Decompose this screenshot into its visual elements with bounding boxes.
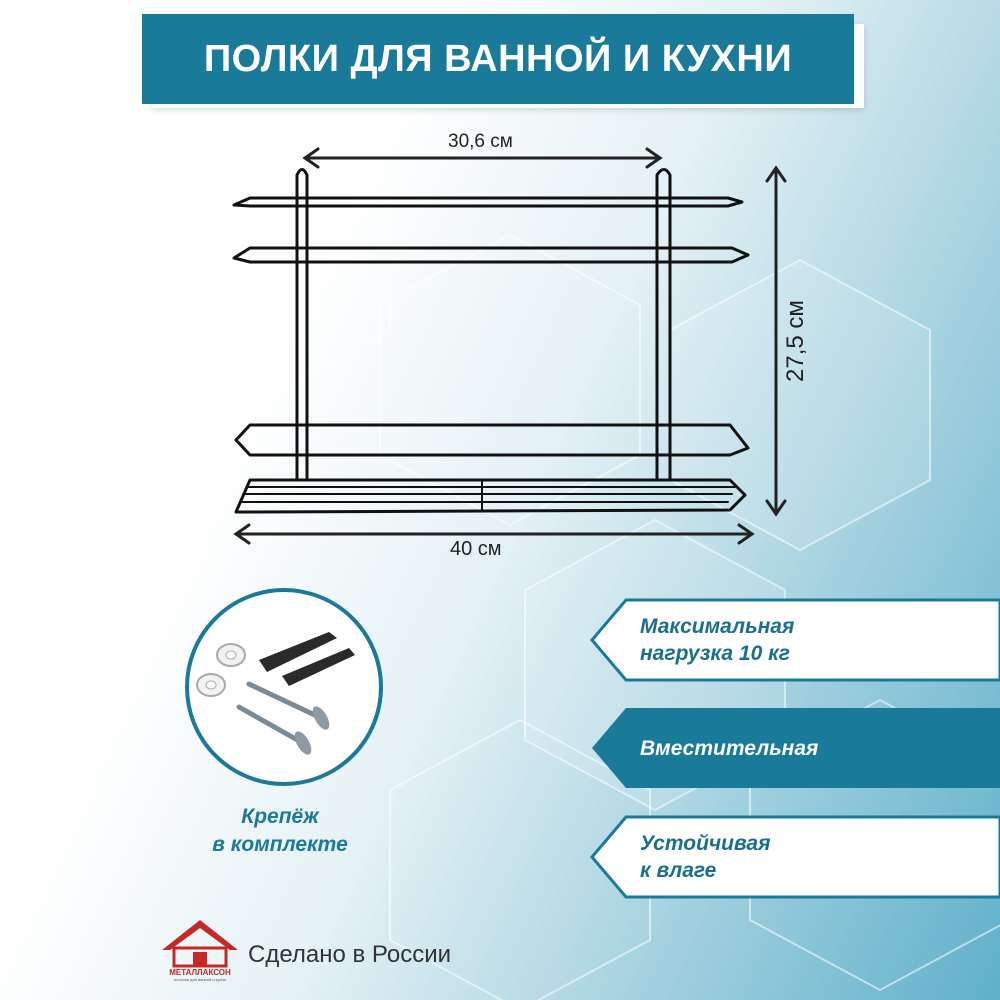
fasteners-image xyxy=(185,588,383,786)
screw-icon xyxy=(239,684,319,742)
inner-width-label: 30,6 см xyxy=(448,131,513,152)
house-logo-icon xyxy=(160,916,240,982)
fasteners-caption: Крепёж в комплекте xyxy=(212,805,348,856)
page-title: ПОЛКИ ДЛЯ ВАННОЙ И КУХНИ xyxy=(203,37,793,80)
feature-tag-moisture xyxy=(590,815,1000,899)
height-label: 27,5 см xyxy=(782,300,809,382)
feature-load-text: Максимальная нагрузка 10 кг xyxy=(640,615,795,665)
dowel-icon xyxy=(259,632,355,686)
svg-text:полочки для ванной и кухни: полочки для ванной и кухни xyxy=(174,977,226,982)
washer-icon xyxy=(197,644,245,696)
feature-moisture-text: Устойчивая к влаге xyxy=(640,832,771,882)
feature-capacity-text: Вместительная xyxy=(640,736,819,760)
made-in-russia: Сделано в России xyxy=(248,941,452,968)
feature-tag-capacity xyxy=(590,706,1000,790)
svg-text:МЕТАЛЛАКСОН: МЕТАЛЛАКСОН xyxy=(169,968,231,977)
outer-width-label: 40 см xyxy=(450,538,502,560)
feature-tag-load xyxy=(590,598,1000,682)
